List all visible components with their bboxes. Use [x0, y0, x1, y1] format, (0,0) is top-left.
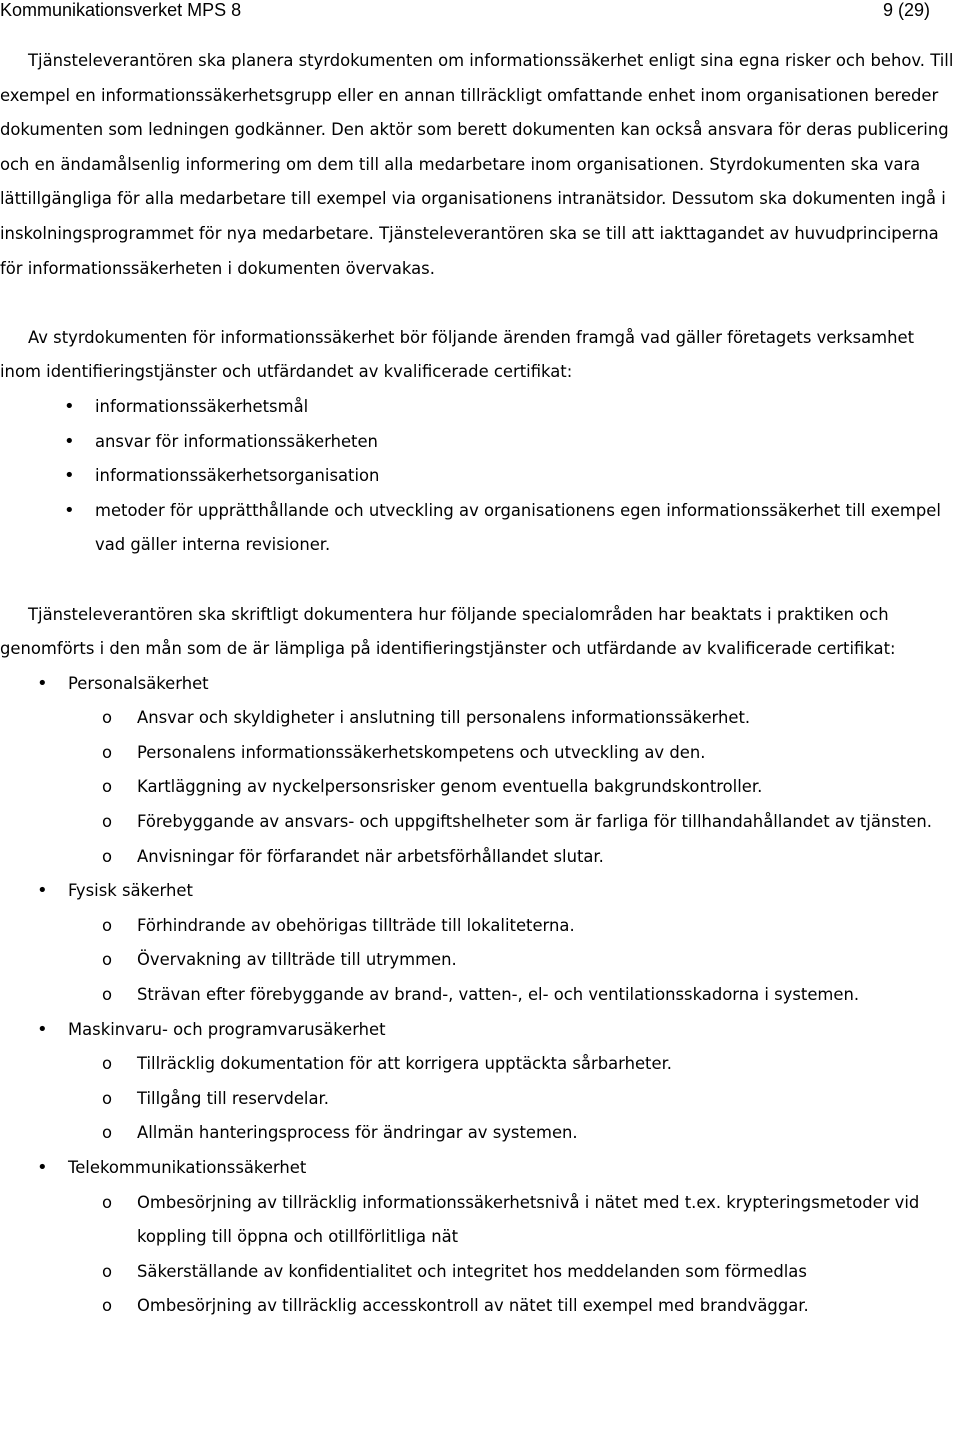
sub-list-item: o Personalens informationssäkerhetskompetens och utveckling av den. [68, 736, 958, 771]
sub-list-item: o Kartläggning av nyckelpersonsrisker genom eventuella bakgrundskontroller. [68, 770, 958, 805]
bullet-icon: • [37, 880, 48, 902]
bullet-icon: • [37, 1157, 48, 1178]
document-title: Kommunikationsverket MPS 8 [0, 0, 242, 20]
sub-list [68, 909, 958, 1013]
sub-list-item: o Övervakning av tillträde till utrymmen. [68, 943, 958, 978]
page-header [0, 0, 930, 22]
sub-list [68, 701, 958, 874]
sub-bullet-icon: o [102, 708, 113, 728]
list-item [0, 874, 958, 1012]
sub-list-item: o Förebyggande av ansvars- och uppgiftshelheter som är farliga för tillhandahållandet av tjänsten. [68, 805, 958, 840]
sub-list-item: o Strävan efter förebyggande av brand-, vatten-, el- och ventilationsskadorna i systemen. [68, 978, 958, 1013]
list-item: • metoder för upprätthållande och utveckling av organisationens egen informationssäkerhet till exempel vad gäller interna revisioner. [0, 494, 958, 563]
list-item: • ansvar för informationssäkerheten [0, 425, 958, 460]
document-body [0, 44, 958, 1324]
sub-bullet-icon: o [102, 950, 113, 970]
sub-list-item: o Tillgång till reservdelar. [68, 1082, 958, 1117]
sub-list-item: o Allmän hanteringsprocess för ändringar av systemen. [68, 1116, 958, 1151]
bullet-icon: • [64, 499, 75, 521]
objectives-list [0, 390, 958, 563]
sub-bullet-icon: o [102, 1088, 113, 1108]
sub-bullet-icon: o [102, 1054, 113, 1074]
list-item-title: Fysisk säkerhet [68, 881, 193, 901]
paragraph: Tjänsteleverantören ska planera styrdokumenten om informationssäkerhet enligt sina egna risker och behov. Till exempel en informationssäkerhetsgrupp eller en annan tillräckligt omfattande enhet inom organisationen bereder dokumenten som ledningen godkänner. Den aktör som berett dokumenten kan också ansvara för deras publicering och en ändamålsenlig informering om dem till alla medarbetare inom organisationen. Styrdokumenten ska vara lättillgängliga för alla medarbetare till exempel via organisationens intranätsidor. Dessutom ska dokumenten ingå i inskolningsprogrammet för nya medarbetare. Tjänsteleverantören ska se till att iakttagandet av huvudprinciperna för informationssäkerheten i dokumenten övervakas. [0, 51, 954, 278]
sub-bullet-icon: o [102, 1261, 113, 1281]
sub-list-item: o Ombesörjning av tillräcklig accesskontroll av nätet till exempel med brandväggar. [68, 1289, 958, 1324]
sub-bullet-icon: o [102, 1123, 113, 1143]
sub-bullet-icon: o [102, 915, 113, 935]
paragraph: Tjänsteleverantören ska skriftligt dokumentera hur följande specialområden har beaktats i praktiken och genomförts i den mån som de är lämpliga på identifieringstjänster och utfärdande av kvalificerade certifikat: [0, 604, 896, 659]
sub-list-item: o Förhindrande av obehörigas tillträde till lokaliteterna. [68, 909, 958, 944]
list-item-title: Telekommunikationssäkerhet [68, 1158, 307, 1177]
page-number: 9 (29) [882, 0, 930, 20]
sub-bullet-icon: o [102, 812, 113, 832]
sub-list-item: o Säkerställande av konfidentialitet och integritet hos meddelanden som förmedlas [68, 1255, 958, 1290]
sub-list-item: o Ombesörjning av tillräcklig informationssäkerhetsnivå i nätet med t.ex. krypteringsmetoder vid koppling till öppna och otillförlitliga nät [68, 1186, 958, 1255]
sub-list [68, 1186, 958, 1324]
paragraph: Av styrdokumenten för informationssäkerhet bör följande ärenden framgå vad gäller företagets verksamhet inom identifieringstjänster och utfärdandet av kvalificerade certifikat: [0, 327, 915, 382]
sub-list-item: o Anvisningar för förfarandet när arbetsförhållandet slutar. [68, 840, 958, 875]
sub-bullet-icon: o [102, 985, 113, 1005]
sub-bullet-icon: o [102, 1296, 113, 1316]
sub-bullet-icon: o [102, 742, 113, 762]
bullet-icon: • [64, 430, 75, 452]
special-areas-list [0, 667, 958, 1324]
bullet-icon: • [37, 672, 48, 694]
bullet-icon: • [37, 1018, 48, 1040]
list-item [0, 667, 958, 875]
sub-bullet-icon: o [102, 846, 113, 866]
list-item [0, 1151, 958, 1324]
sub-list-item: o Tillräcklig dokumentation för att korrigera upptäckta sårbarheter. [68, 1047, 958, 1082]
list-item [0, 1013, 958, 1151]
sub-bullet-icon: o [102, 777, 113, 797]
list-item: • informationssäkerhetsorganisation [0, 459, 958, 494]
bullet-icon: • [64, 395, 75, 417]
bullet-icon: • [64, 465, 75, 487]
list-item-title: Maskinvaru- och programvarusäkerhet [68, 1019, 386, 1039]
sub-list [68, 1047, 958, 1151]
sub-list-item: o Ansvar och skyldigheter i anslutning till personalens informationssäkerhet. [68, 701, 958, 736]
sub-bullet-icon: o [102, 1192, 113, 1212]
list-item: • informationssäkerhetsmål [0, 390, 958, 425]
list-item-title: Personalsäkerhet [68, 673, 209, 693]
